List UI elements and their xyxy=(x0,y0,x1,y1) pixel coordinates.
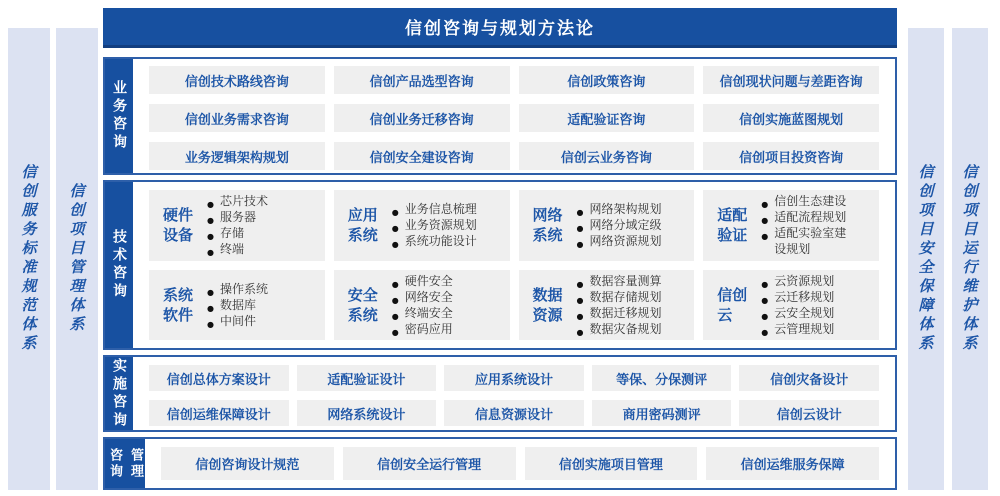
tech-group-data xyxy=(519,270,695,341)
tech-group-system-software xyxy=(149,270,325,341)
implementation-tile-grid xyxy=(133,357,895,430)
tech-group-title: 网络系统 xyxy=(532,206,563,245)
side-bar-label: 信创项目管理体系 xyxy=(67,183,86,335)
section-label-business xyxy=(105,59,133,173)
business-tile-grid xyxy=(133,59,895,173)
consulting-item-tile: 信息资源设计 xyxy=(444,400,584,426)
tech-group-title: 系统软件 xyxy=(163,285,194,324)
consulting-item-tile: 信创云业务咨询 xyxy=(519,142,695,170)
tech-group-item: ● 业务信息梳理 xyxy=(392,201,488,217)
consulting-item-tile: 等保、分保测评 xyxy=(592,365,732,391)
tech-group-items xyxy=(207,193,303,257)
tech-group-item: ● 存储 xyxy=(207,225,303,241)
tech-group-cloud xyxy=(703,270,879,341)
consulting-item-tile: 信创咨询设计规范 xyxy=(161,447,334,480)
technical-group-grid xyxy=(133,182,895,348)
tech-group-item: ● 信创生态建设 xyxy=(761,193,857,209)
consulting-item-tile: 信创技术路线咨询 xyxy=(149,66,325,94)
section-label-text: 管理 xyxy=(128,447,143,480)
tech-group-items xyxy=(392,201,488,249)
section-label-technical xyxy=(105,182,133,348)
consulting-item-tile: 信创运维保障设计 xyxy=(149,400,289,426)
tech-group-items xyxy=(577,273,673,337)
tech-group-item: ● 系统功能设计 xyxy=(392,233,488,249)
side-bar-label: 信创项目运行维护体系 xyxy=(960,164,979,354)
tech-group-items xyxy=(392,273,488,337)
tech-group-item: ● 终端安全 xyxy=(392,305,488,321)
tech-group-item: ● 终端 xyxy=(207,241,303,257)
tech-group-item: ● 芯片技术 xyxy=(207,193,303,209)
side-bar-project-management xyxy=(56,28,98,490)
tech-group-title: 信创云 xyxy=(717,285,748,324)
consulting-item-tile: 信创业务需求咨询 xyxy=(149,104,325,132)
consulting-item-tile: 信创总体方案设计 xyxy=(149,365,289,391)
tech-group-title: 适配验证 xyxy=(717,206,748,245)
tech-group-title: 硬件设备 xyxy=(163,206,194,245)
consulting-item-tile: 业务逻辑架构规划 xyxy=(149,142,325,170)
diagram-title: 信创咨询与规划方法论 xyxy=(103,8,897,48)
tech-group-item: ● 数据库 xyxy=(207,297,303,313)
side-bar-security-assurance xyxy=(908,28,944,490)
tech-group-item: ● 数据存储规划 xyxy=(577,289,673,305)
tech-group-item: ● 云迁移规划 xyxy=(761,289,857,305)
tech-group-item: ● 适配流程规划 xyxy=(761,209,857,225)
tech-group-item: ● 数据灾备规划 xyxy=(577,321,673,337)
side-bar-label: 信创项目安全保障体系 xyxy=(916,164,935,354)
section-label-text: 业务咨询 xyxy=(111,80,127,152)
section-implementation-consulting xyxy=(103,355,897,432)
section-business-consulting xyxy=(103,57,897,175)
tech-group-item: ● 密码应用 xyxy=(392,321,488,337)
section-label-management xyxy=(105,439,145,488)
consulting-item-tile: 信创实施蓝图规划 xyxy=(703,104,879,132)
tech-group-items xyxy=(761,193,857,257)
consulting-item-tile: 商用密码测评 xyxy=(592,400,732,426)
tech-group-item: ● 网络安全 xyxy=(392,289,488,305)
tech-group-item: ● 网络架构规划 xyxy=(577,201,673,217)
tech-group-item: ● 云资源规划 xyxy=(761,273,857,289)
section-label-implementation xyxy=(105,357,133,430)
tech-group-item: ● 数据迁移规划 xyxy=(577,305,673,321)
tech-group-item: ● 中间件 xyxy=(207,313,303,329)
consulting-item-tile: 信创项目投资咨询 xyxy=(703,142,879,170)
side-bar-label: 信创服务标准规范体系 xyxy=(19,164,38,354)
tech-group-item: ● 业务资源规划 xyxy=(392,217,488,233)
tech-group-security xyxy=(334,270,510,341)
consulting-item-tile: 适配验证设计 xyxy=(297,365,437,391)
consulting-item-tile: 信创产品选型咨询 xyxy=(334,66,510,94)
consulting-item-tile: 信创业务迁移咨询 xyxy=(334,104,510,132)
consulting-item-tile: 信创现状问题与差距咨询 xyxy=(703,66,879,94)
consulting-item-tile: 信创实施项目管理 xyxy=(525,447,698,480)
tech-group-item: ● 操作系统 xyxy=(207,281,303,297)
tech-group-item: ● 数据容量测算 xyxy=(577,273,673,289)
tech-group-item: ● 硬件安全 xyxy=(392,273,488,289)
tech-group-title: 应用系统 xyxy=(347,206,378,245)
tech-group-title: 安全系统 xyxy=(347,285,378,324)
side-bar-service-standards xyxy=(8,28,50,490)
consulting-item-tile: 适配验证咨询 xyxy=(519,104,695,132)
tech-group-item: ● 网络分域定级 xyxy=(577,217,673,233)
tech-group-item: ● 网络资源规划 xyxy=(577,233,673,249)
consulting-item-tile: 信创运维服务保障 xyxy=(706,447,879,480)
section-consulting-management xyxy=(103,437,897,490)
side-bar-operations-maintenance xyxy=(952,28,988,490)
tech-group-item: ● 云安全规划 xyxy=(761,305,857,321)
diagram-main-column xyxy=(103,0,897,496)
management-tile-grid xyxy=(145,439,895,488)
consulting-item-tile: 信创安全建设咨询 xyxy=(334,142,510,170)
tech-group-items xyxy=(761,273,857,337)
consulting-item-tile: 信创政策咨询 xyxy=(519,66,695,94)
consulting-item-tile: 信创安全运行管理 xyxy=(343,447,516,480)
tech-group-application xyxy=(334,190,510,261)
tech-group-hardware xyxy=(149,190,325,261)
consulting-item-tile: 信创云设计 xyxy=(739,400,879,426)
consulting-item-tile: 应用系统设计 xyxy=(444,365,584,391)
section-label-text: 实施咨询 xyxy=(111,357,127,430)
section-label-text: 咨询 xyxy=(107,447,122,480)
section-technical-consulting xyxy=(103,180,897,350)
tech-group-network xyxy=(519,190,695,261)
consulting-item-tile: 信创灾备设计 xyxy=(739,365,879,391)
tech-group-item: ● 服务器 xyxy=(207,209,303,225)
tech-group-item: ● 云管理规划 xyxy=(761,321,857,337)
tech-group-items xyxy=(207,281,303,329)
section-label-text: 技术咨询 xyxy=(111,229,127,301)
tech-group-item: ● 适配实验室建设规划 xyxy=(761,225,857,257)
tech-group-adaptation xyxy=(703,190,879,261)
consulting-item-tile: 网络系统设计 xyxy=(297,400,437,426)
tech-group-items xyxy=(577,201,673,249)
tech-group-title: 数据资源 xyxy=(532,285,563,324)
